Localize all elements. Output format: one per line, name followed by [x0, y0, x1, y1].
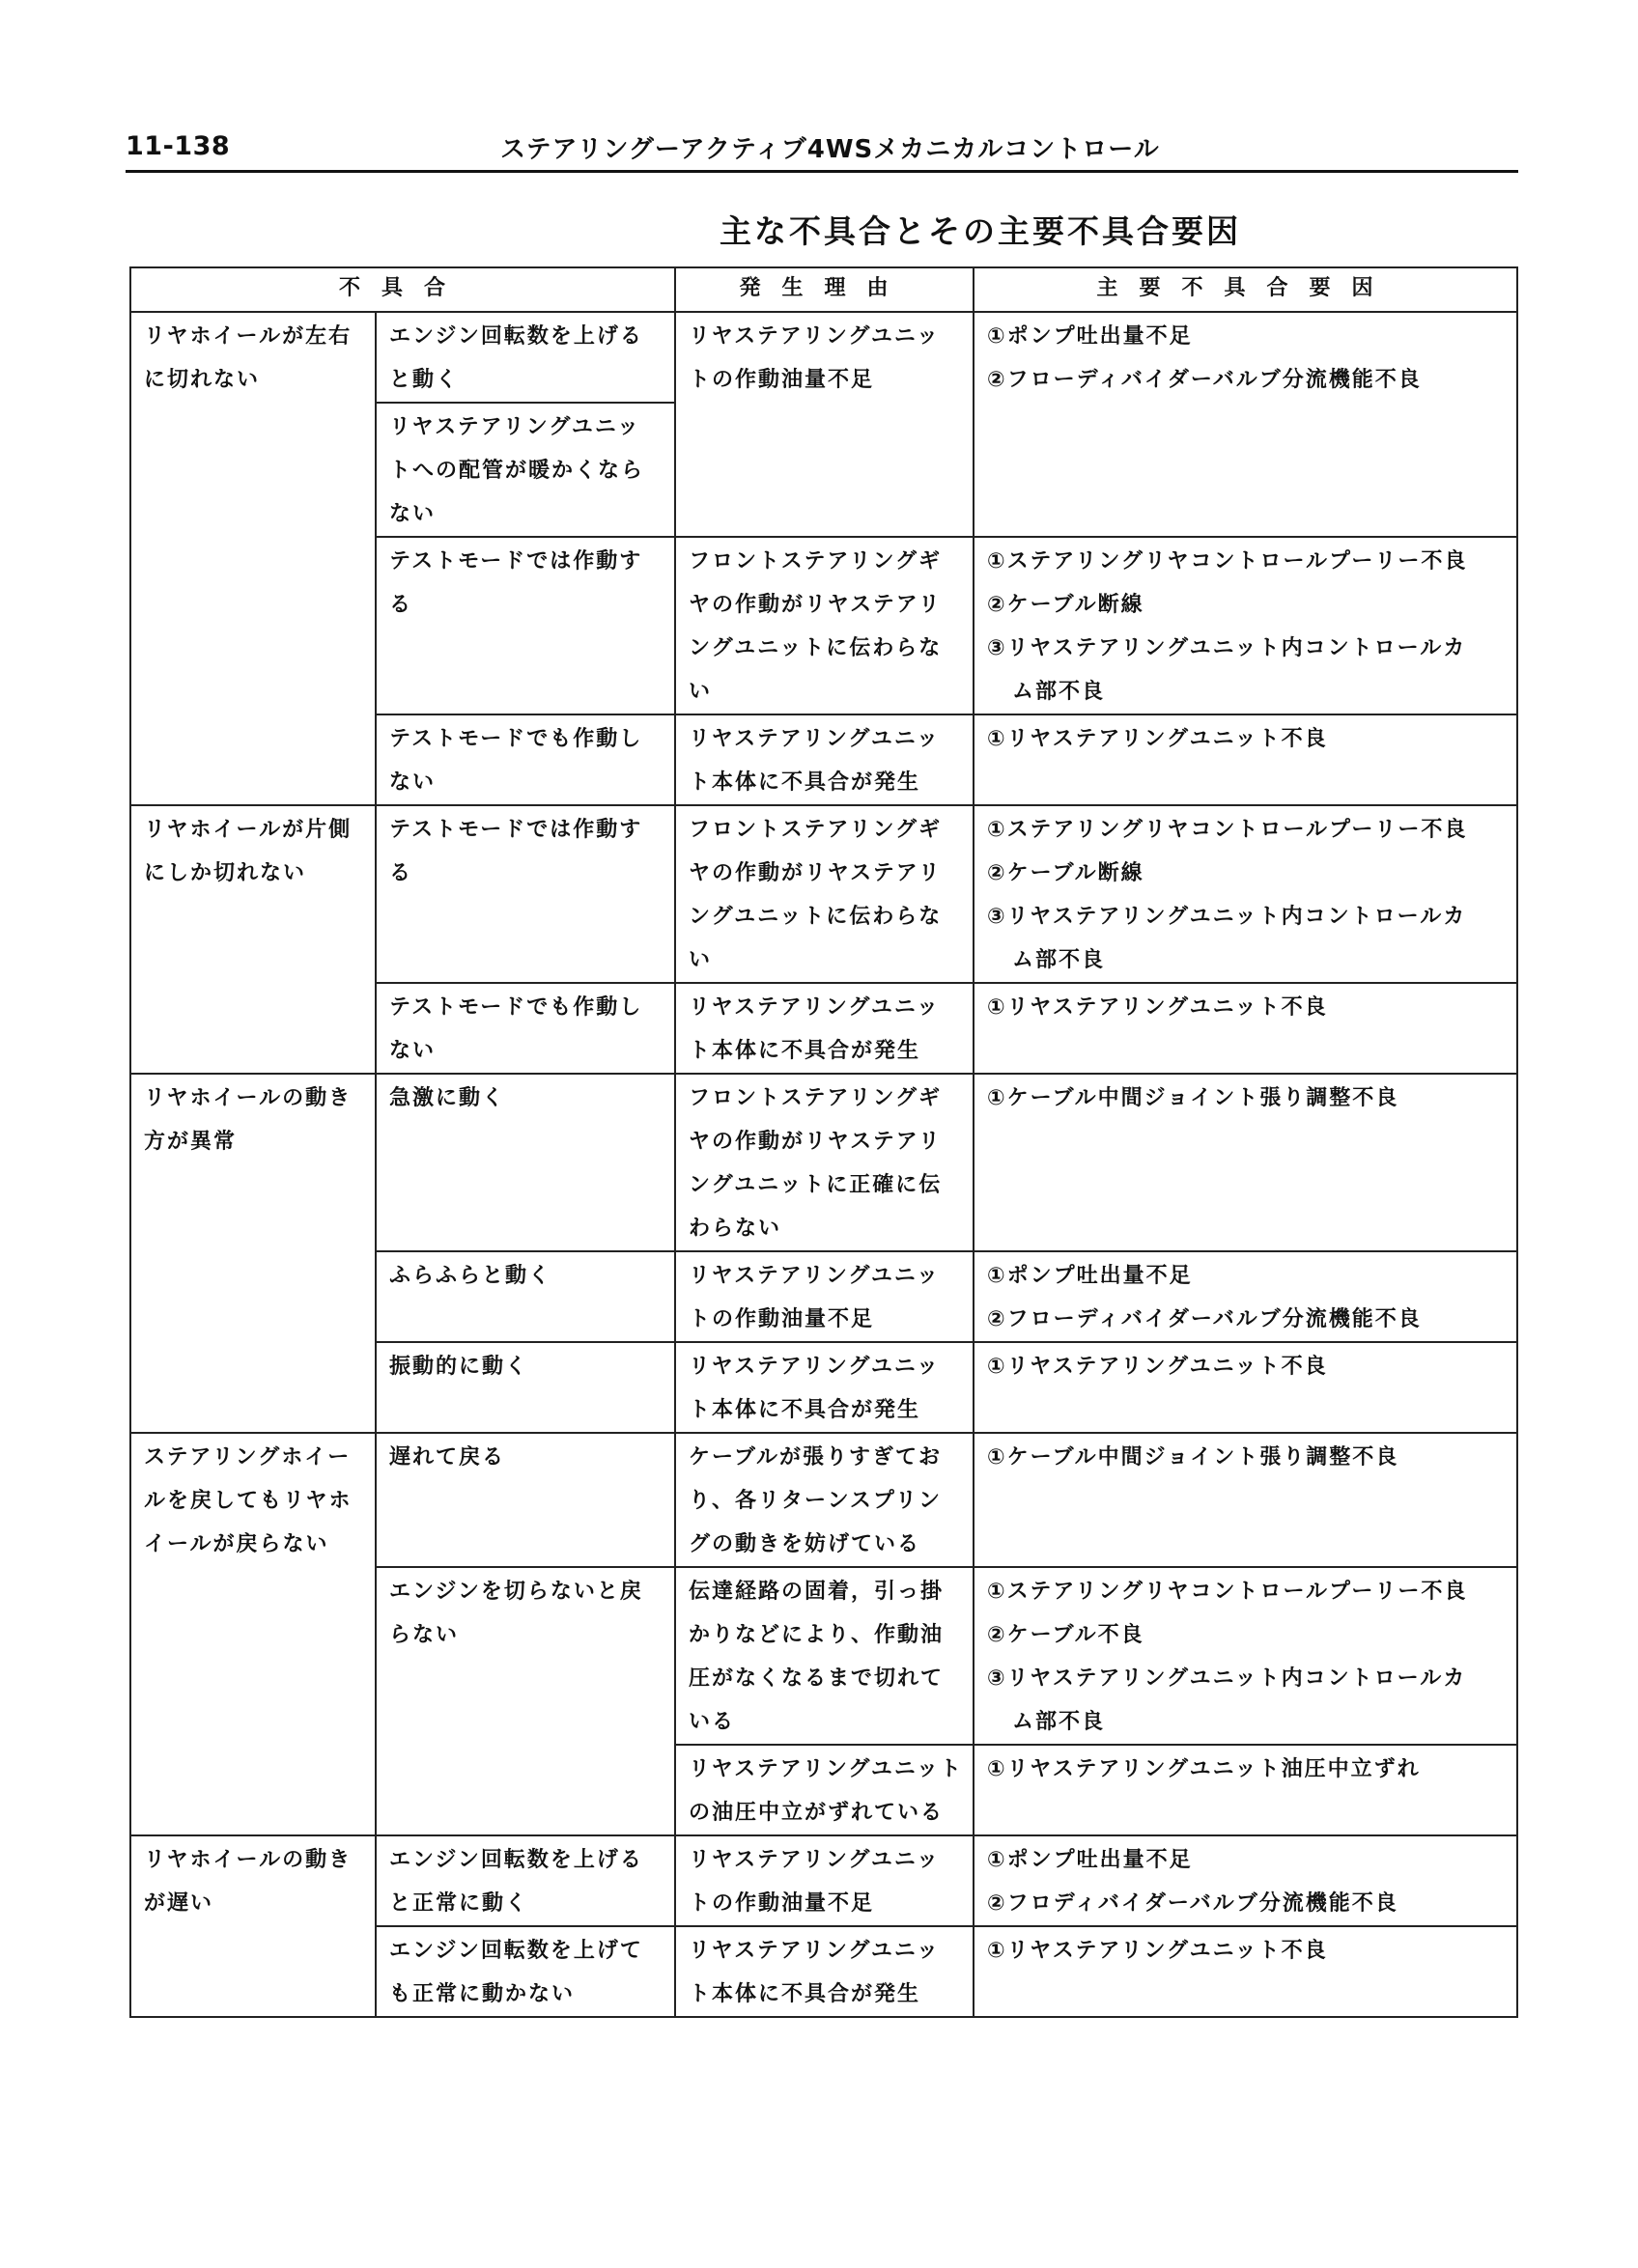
reason-cell [675, 312, 974, 537]
reason-line: 伝達経路の固着，引っ掛 [689, 1580, 945, 1604]
symptom-main-cell [130, 312, 376, 805]
page-title: 主な不具合とその主要不具合要因 [720, 212, 1241, 250]
reason-line: フロントステアリングギ [689, 818, 943, 842]
reason-cell [675, 983, 974, 1074]
symptom-main-line: にしか切れない [144, 861, 307, 885]
cause-line: ム部不良 [1012, 948, 1106, 972]
symptom-main-line: が遅い [144, 1891, 214, 1916]
cause-cell [974, 1835, 1517, 1926]
cause-cell [974, 1342, 1517, 1433]
reason-line: リヤステアリングユニッ [689, 324, 941, 349]
symptom-detail-line: テストモードでも作動し [389, 727, 643, 751]
symptom-main-line: リヤホイールが片側 [144, 818, 353, 842]
symptom-detail-cell [376, 1342, 675, 1433]
cause-line: ②ケーブル断線 [987, 593, 1144, 617]
reason-line: ト本体に不具合が発生 [689, 1039, 921, 1063]
cause-line: ①ポンプ吐出量不足 [987, 324, 1193, 349]
header-symptom: 不具合 [130, 267, 675, 312]
running-header: ステアリングーアクティブ4WSメカニカルコントロール [500, 135, 1160, 164]
reason-line: リヤステアリングユニット [689, 1757, 964, 1781]
cause-line: ②フローディバイダーバルブ分流機能不良 [987, 1307, 1422, 1331]
cause-cell [974, 714, 1517, 805]
header-cause: 主要不具合要因 [974, 267, 1517, 312]
symptom-detail-line: も正常に動かない [389, 1982, 576, 2006]
cause-line: ム部不良 [1012, 1710, 1106, 1734]
reason-line: ト本体に不具合が発生 [689, 1398, 921, 1422]
cause-cell [974, 1251, 1517, 1342]
symptom-detail-cell [376, 1251, 675, 1342]
reason-line: いる [689, 1710, 736, 1734]
reason-line: い [689, 948, 713, 972]
symptom-detail-line: テストモードでは作動す [389, 549, 643, 574]
table-row [130, 805, 1517, 983]
reason-line: リヤステアリングユニッ [689, 995, 941, 1020]
table-header-row [130, 267, 1517, 312]
symptom-detail-line: 遅れて戻る [389, 1445, 506, 1470]
symptom-detail-line: エンジン回転数を上げる [389, 1848, 643, 1872]
reason-cell [675, 1745, 974, 1835]
cause-line: ②フロディバイダーバルブ分流機能不良 [987, 1891, 1398, 1916]
cause-line: ②ケーブル断線 [987, 861, 1144, 885]
cause-line: ①ケーブル中間ジョイント張り調整不良 [987, 1086, 1399, 1110]
cause-line: ①リヤステアリングユニット油圧中立ずれ [987, 1757, 1421, 1781]
cause-line: ③リヤステアリングユニット内コントロールカ [987, 1666, 1467, 1691]
reason-line: フロントステアリングギ [689, 549, 943, 574]
cause-line: ①リヤステアリングユニット不良 [987, 1939, 1328, 1963]
cause-cell [974, 1433, 1517, 1567]
cause-line: ①リヤステアリングユニット不良 [987, 995, 1328, 1020]
symptom-main-line: リヤホイールの動き [144, 1848, 353, 1872]
symptom-detail-line: 振動的に動く [389, 1355, 529, 1379]
reason-line: ヤの作動がリヤステアリ [689, 1130, 942, 1154]
reason-line: 圧がなくなるまで切れて [689, 1666, 945, 1691]
symptom-detail-line: エンジン回転数を上げて [389, 1939, 643, 1963]
reason-cell [675, 714, 974, 805]
reason-line: フロントステアリングギ [689, 1086, 943, 1110]
reason-line: トの作動油量不足 [689, 1891, 875, 1916]
reason-line: い [689, 680, 713, 704]
reason-line: ケーブルが張りすぎてお [689, 1445, 943, 1470]
cause-cell [974, 1926, 1517, 2017]
cause-line: ①ステアリングリヤコントロールプーリー不良 [987, 1580, 1468, 1604]
reason-cell [675, 1342, 974, 1433]
reason-cell [675, 1433, 974, 1567]
reason-line: わらない [689, 1217, 782, 1241]
table-row [130, 1074, 1517, 1251]
symptom-main-line: 方が異常 [144, 1130, 238, 1154]
cause-line: ①ステアリングリヤコントロールプーリー不良 [987, 818, 1468, 842]
symptom-detail-line: と正常に動く [389, 1891, 529, 1916]
symptom-detail-line: エンジン回転数を上げる [389, 324, 643, 349]
symptom-main-line: イールが戻らない [144, 1532, 329, 1556]
symptom-main-line: ルを戻してもリヤホ [144, 1489, 353, 1513]
reason-cell [675, 1926, 974, 2017]
symptom-detail-cell [376, 1074, 675, 1251]
cause-line: ③リヤステアリングユニット内コントロールカ [987, 905, 1467, 929]
cause-line: ①リヤステアリングユニット不良 [987, 1355, 1328, 1379]
fault-table-body [130, 312, 1517, 2017]
reason-cell [675, 805, 974, 983]
symptom-detail-cell [376, 1433, 675, 1567]
reason-line: トの作動油量不足 [689, 368, 875, 392]
reason-line: リヤステアリングユニッ [689, 1355, 941, 1379]
table-row [130, 1835, 1517, 1926]
cause-line: ①ケーブル中間ジョイント張り調整不良 [987, 1445, 1399, 1470]
cause-cell [974, 1074, 1517, 1251]
symptom-detail-line: らない [389, 1623, 460, 1647]
header-reason: 発生理由 [675, 267, 974, 312]
symptom-main-cell [130, 1433, 376, 1835]
symptom-main-line: リヤホイールが左右 [144, 324, 353, 349]
symptom-detail-line: ない [389, 770, 437, 795]
reason-cell [675, 1074, 974, 1251]
symptom-detail-cell [376, 1567, 675, 1835]
symptom-detail-line: ない [389, 502, 437, 526]
cause-line: ②ケーブル不良 [987, 1623, 1144, 1647]
symptom-detail-line: ふらふらと動く [389, 1264, 552, 1288]
reason-line: の油圧中立がずれている [689, 1801, 945, 1825]
reason-line: かりなどにより、作動油 [689, 1623, 945, 1647]
cause-cell [974, 312, 1517, 537]
reason-cell [675, 1567, 974, 1745]
symptom-detail-line: エンジンを切らないと戻 [389, 1580, 643, 1604]
symptom-detail-cell [376, 1926, 675, 2017]
reason-cell [675, 1835, 974, 1926]
reason-line: ト本体に不具合が発生 [689, 1982, 921, 2006]
symptom-detail-cell [376, 983, 675, 1074]
symptom-main-line: ステアリングホイー [144, 1445, 352, 1470]
symptom-detail-cell [376, 537, 675, 714]
symptom-main-line: に切れない [144, 368, 261, 392]
reason-line: トの作動油量不足 [689, 1307, 875, 1331]
cause-line: ②フローディバイダーバルブ分流機能不良 [987, 368, 1422, 392]
symptom-detail-line: と動く [389, 368, 460, 392]
reason-line: ヤの作動がリヤステアリ [689, 861, 942, 885]
cause-cell [974, 537, 1517, 714]
reason-line: リヤステアリングユニッ [689, 1848, 941, 1872]
symptom-detail-cell [376, 1835, 675, 1926]
cause-cell [974, 983, 1517, 1074]
cause-line: ①リヤステアリングユニット不良 [987, 727, 1328, 751]
symptom-detail-line: ない [389, 1039, 437, 1063]
symptom-detail-line: リヤステアリングユニッ [389, 415, 641, 439]
reason-cell [675, 537, 974, 714]
reason-line: ングユニットに正確に伝 [689, 1173, 943, 1197]
header-rule [126, 170, 1518, 173]
cause-line: ③リヤステアリングユニット内コントロールカ [987, 636, 1467, 660]
symptom-detail-cell [376, 312, 675, 403]
symptom-detail-cell [376, 403, 675, 537]
reason-line: グの動きを妨げている [689, 1532, 921, 1556]
symptom-main-cell [130, 1835, 376, 2017]
symptom-detail-cell [376, 714, 675, 805]
cause-cell [974, 805, 1517, 983]
cause-line: ①ポンプ吐出量不足 [987, 1848, 1193, 1872]
cause-line: ①ステアリングリヤコントロールプーリー不良 [987, 549, 1468, 574]
symptom-detail-line: る [389, 861, 413, 885]
symptom-detail-line: テストモードでも作動し [389, 995, 643, 1020]
cause-line: ム部不良 [1012, 680, 1106, 704]
reason-line: ングユニットに伝わらな [689, 905, 943, 929]
reason-line: リヤステアリングユニッ [689, 727, 941, 751]
symptom-detail-line: トへの配管が暖かくなら [389, 459, 645, 483]
reason-line: ングユニットに伝わらな [689, 636, 943, 660]
table-row [130, 312, 1517, 403]
symptom-detail-line: 急激に動く [389, 1086, 506, 1110]
fault-table [129, 266, 1518, 2018]
reason-line: ト本体に不具合が発生 [689, 770, 921, 795]
reason-line: リヤステアリングユニッ [689, 1939, 941, 1963]
reason-cell [675, 1251, 974, 1342]
cause-line: ①ポンプ吐出量不足 [987, 1264, 1193, 1288]
symptom-main-cell [130, 805, 376, 1074]
reason-line: リヤステアリングユニッ [689, 1264, 941, 1288]
reason-line: ヤの作動がリヤステアリ [689, 593, 942, 617]
symptom-detail-line: テストモードでは作動す [389, 818, 643, 842]
symptom-detail-line: る [389, 593, 413, 617]
table-row [130, 1433, 1517, 1567]
symptom-main-cell [130, 1074, 376, 1433]
symptom-main-line: リヤホイールの動き [144, 1086, 353, 1110]
page-number: 11-138 [126, 131, 231, 161]
cause-cell [974, 1745, 1517, 1835]
cause-cell [974, 1567, 1517, 1745]
reason-line: り、各リターンスプリン [689, 1489, 943, 1513]
symptom-detail-cell [376, 805, 675, 983]
